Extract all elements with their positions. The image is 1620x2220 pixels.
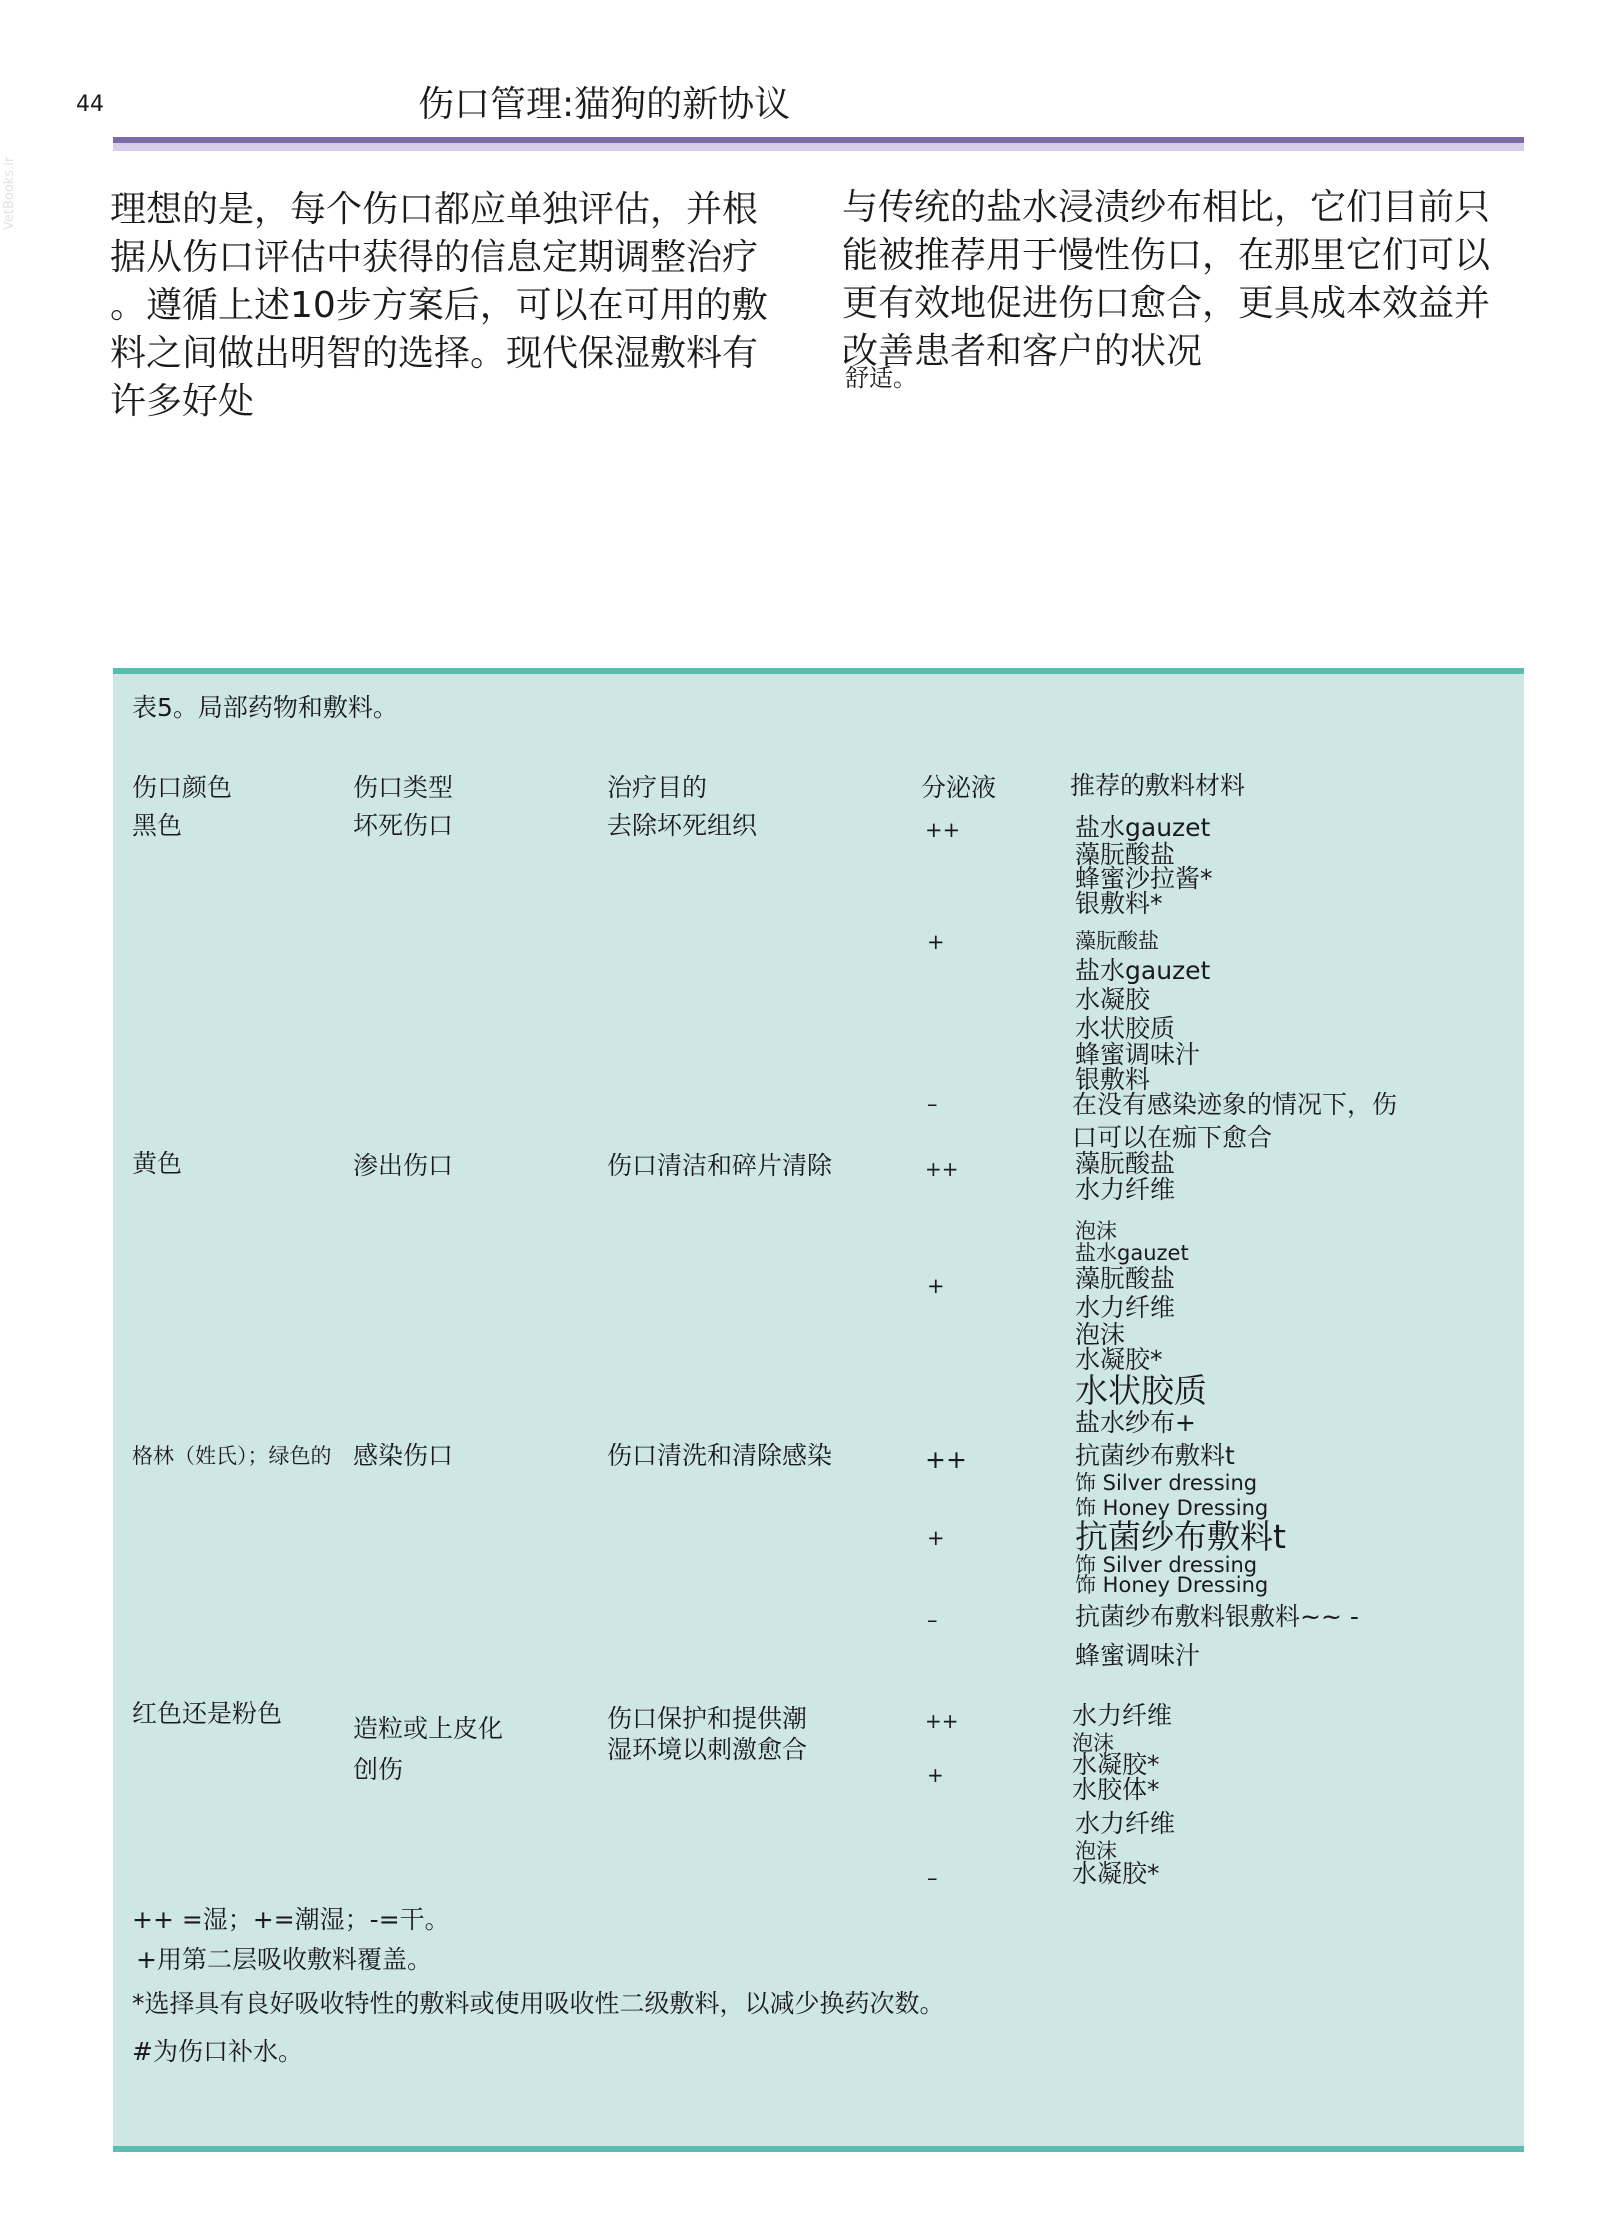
treatment-aim-cell	[607, 1702, 807, 1764]
material-item: 蜂蜜调味汁	[1075, 1641, 1201, 1670]
material-item: 水力纤维	[1075, 1293, 1176, 1322]
running-title: 伤口管理:猫狗的新协议	[418, 84, 791, 125]
material-item: 饰 Honey Dressing	[1075, 1496, 1269, 1520]
page-number: 44	[76, 92, 104, 117]
material-item: 盐水gauzet	[1075, 1241, 1189, 1265]
footnote: #为伤口补水。	[132, 2037, 303, 2066]
material-item: 水力纤维	[1075, 1175, 1176, 1204]
material-item: 水凝胶	[1075, 985, 1151, 1014]
header-rule-shadow	[113, 143, 1524, 151]
paragraph-line: 料之间做出明智的选择。现代保湿敷料有	[110, 333, 759, 374]
material-item: 蜂蜜调味汁	[1075, 1040, 1201, 1069]
material-item: 水力纤维	[1075, 1809, 1176, 1838]
right-column-paragraph	[842, 184, 1490, 376]
material-item: 藻朊酸盐	[1075, 1149, 1176, 1178]
paragraph-tail: 舒适。	[845, 364, 917, 392]
header-recommended-dressings: 推荐的敷料材料	[1070, 771, 1246, 800]
paragraph-line: 。遵循上述10步方案后，可以在可用的敷	[110, 285, 768, 326]
material-item: 水凝胶*	[1075, 1345, 1163, 1374]
footnote: ++ =湿；+=潮湿；-=干。	[132, 1905, 450, 1934]
material-item: 藻朊酸盐	[1075, 1264, 1176, 1293]
material-item: 水凝胶*	[1072, 1750, 1160, 1779]
materials-list	[1075, 1149, 1176, 1204]
wound-color-cell: 红色还是粉色	[132, 1699, 283, 1728]
treatment-aim-cell: 去除坏死组织	[607, 811, 758, 840]
paragraph-line: 改善患者和客户的状况	[842, 331, 1203, 372]
exudate-cell: +	[927, 1526, 945, 1550]
materials-list	[1072, 1088, 1397, 1154]
material-item: 水状胶质	[1075, 1371, 1207, 1410]
wound-color-cell: 格林（姓氏）；绿色的	[132, 1444, 332, 1468]
dressing-table	[113, 668, 1524, 2152]
exudate-cell: ++	[925, 1709, 959, 1733]
table-caption: 表5。局部药物和敷料。	[132, 693, 398, 722]
material-item: 饰 Silver dressing	[1075, 1471, 1258, 1495]
footnote: +用第二层吸收敷料覆盖。	[136, 1945, 432, 1974]
paragraph-line: 与传统的盐水浸渍纱布相比，它们目前只	[842, 187, 1491, 228]
wound-color-cell: 黑色	[132, 811, 183, 840]
paragraph-line: 更有效地促进伤口愈合，更具成本效益并	[842, 283, 1491, 324]
exudate-cell: +	[927, 1763, 944, 1787]
materials-list	[1072, 1700, 1172, 1803]
materials-list	[1075, 1220, 1207, 1436]
treatment-aim-line: 湿环境以刺激愈合	[607, 1735, 808, 1764]
materials-list	[1075, 1517, 1286, 1597]
exudate-cell: ++	[925, 1445, 967, 1474]
material-item: 银敷料*	[1075, 889, 1163, 918]
material-item: 银敷料	[1075, 1065, 1151, 1094]
material-item: 饰 Honey Dressing	[1075, 1573, 1269, 1597]
wound-color-cell: 黄色	[132, 1149, 183, 1178]
material-item: 抗菌纱布敷料t	[1075, 1517, 1286, 1556]
material-item: 水状胶质	[1075, 1014, 1176, 1043]
materials-list	[1075, 1594, 1359, 1672]
left-column-paragraph	[110, 186, 768, 426]
treatment-aim-cell: 伤口清洁和碎片清除	[607, 1151, 833, 1180]
side-watermark: VetBooks.ir	[2, 156, 17, 230]
material-item: 盐水gauzet	[1075, 813, 1211, 842]
exudate-cell: +	[927, 1274, 945, 1298]
material-item: 藻朊酸盐	[1075, 840, 1176, 869]
header-treatment-aim: 治疗目的	[607, 773, 708, 802]
material-item: 泡沫	[1072, 1731, 1114, 1755]
material-item: 抗菌纱布敷料t	[1075, 1441, 1235, 1470]
material-item: 泡沫	[1075, 1839, 1117, 1863]
paragraph-line: 能被推荐用于慢性伤口，在那里它们可以	[842, 235, 1491, 276]
treatment-aim-cell: 伤口清洗和清除感染	[607, 1441, 833, 1470]
material-item: 泡沫	[1075, 1320, 1126, 1349]
wound-type-cell	[353, 1702, 503, 1784]
exudate-cell: ++	[925, 818, 961, 842]
material-item: 抗菌纱布敷料银敷料~~ -	[1075, 1602, 1359, 1631]
exudate-cell: –	[927, 1608, 938, 1632]
material-item: 蜂蜜沙拉酱*	[1075, 864, 1213, 893]
wound-type-line: 创伤	[353, 1755, 404, 1784]
header-exudate: 分泌液	[921, 773, 997, 802]
header-wound-color: 伤口颜色	[132, 773, 233, 802]
materials-list	[1075, 926, 1210, 1093]
material-item: 在没有感染迹象的情况下，伤	[1072, 1090, 1398, 1119]
material-item: 泡沫	[1075, 1219, 1117, 1243]
wound-type-cell: 渗出伤口	[353, 1151, 454, 1180]
materials-list	[1075, 1808, 1175, 1862]
wound-type-cell: 感染伤口	[353, 1441, 454, 1470]
material-item: 盐水纱布+	[1075, 1408, 1196, 1437]
footnote: *选择具有良好吸收特性的敷料或使用吸收性二级敷料，以减少换药次数。	[132, 1989, 945, 2018]
exudate-cell: –	[927, 1092, 938, 1116]
materials-list	[1075, 1442, 1268, 1519]
material-item: 水力纤维	[1072, 1701, 1173, 1730]
paragraph-line: 许多好处	[110, 381, 255, 422]
wound-type-cell: 坏死伤口	[353, 811, 454, 840]
material-item: 水胶体*	[1072, 1775, 1160, 1804]
material-item: 盐水gauzet	[1075, 956, 1211, 985]
header-wound-type: 伤口类型	[353, 773, 454, 802]
exudate-cell: –	[927, 1866, 938, 1890]
material-item: 藻朊酸盐	[1075, 929, 1159, 953]
material-item: 口可以在痂下愈合	[1072, 1123, 1273, 1152]
exudate-cell: ++	[925, 1157, 959, 1181]
material-item: 水凝胶*	[1072, 1859, 1160, 1888]
table-footnotes	[132, 1900, 945, 2076]
paragraph-line: 据从伤口评估中获得的信息定期调整治疗	[110, 237, 759, 278]
paragraph-line: 理想的是，每个伤口都应单独评估，并根	[110, 189, 759, 230]
materials-list	[1075, 814, 1213, 917]
exudate-cell: +	[927, 930, 945, 954]
wound-type-line: 造粒或上皮化	[353, 1714, 504, 1743]
material-item: 饰 Silver dressing	[1075, 1553, 1258, 1577]
treatment-aim-line: 伤口保护和提供潮	[607, 1704, 808, 1733]
